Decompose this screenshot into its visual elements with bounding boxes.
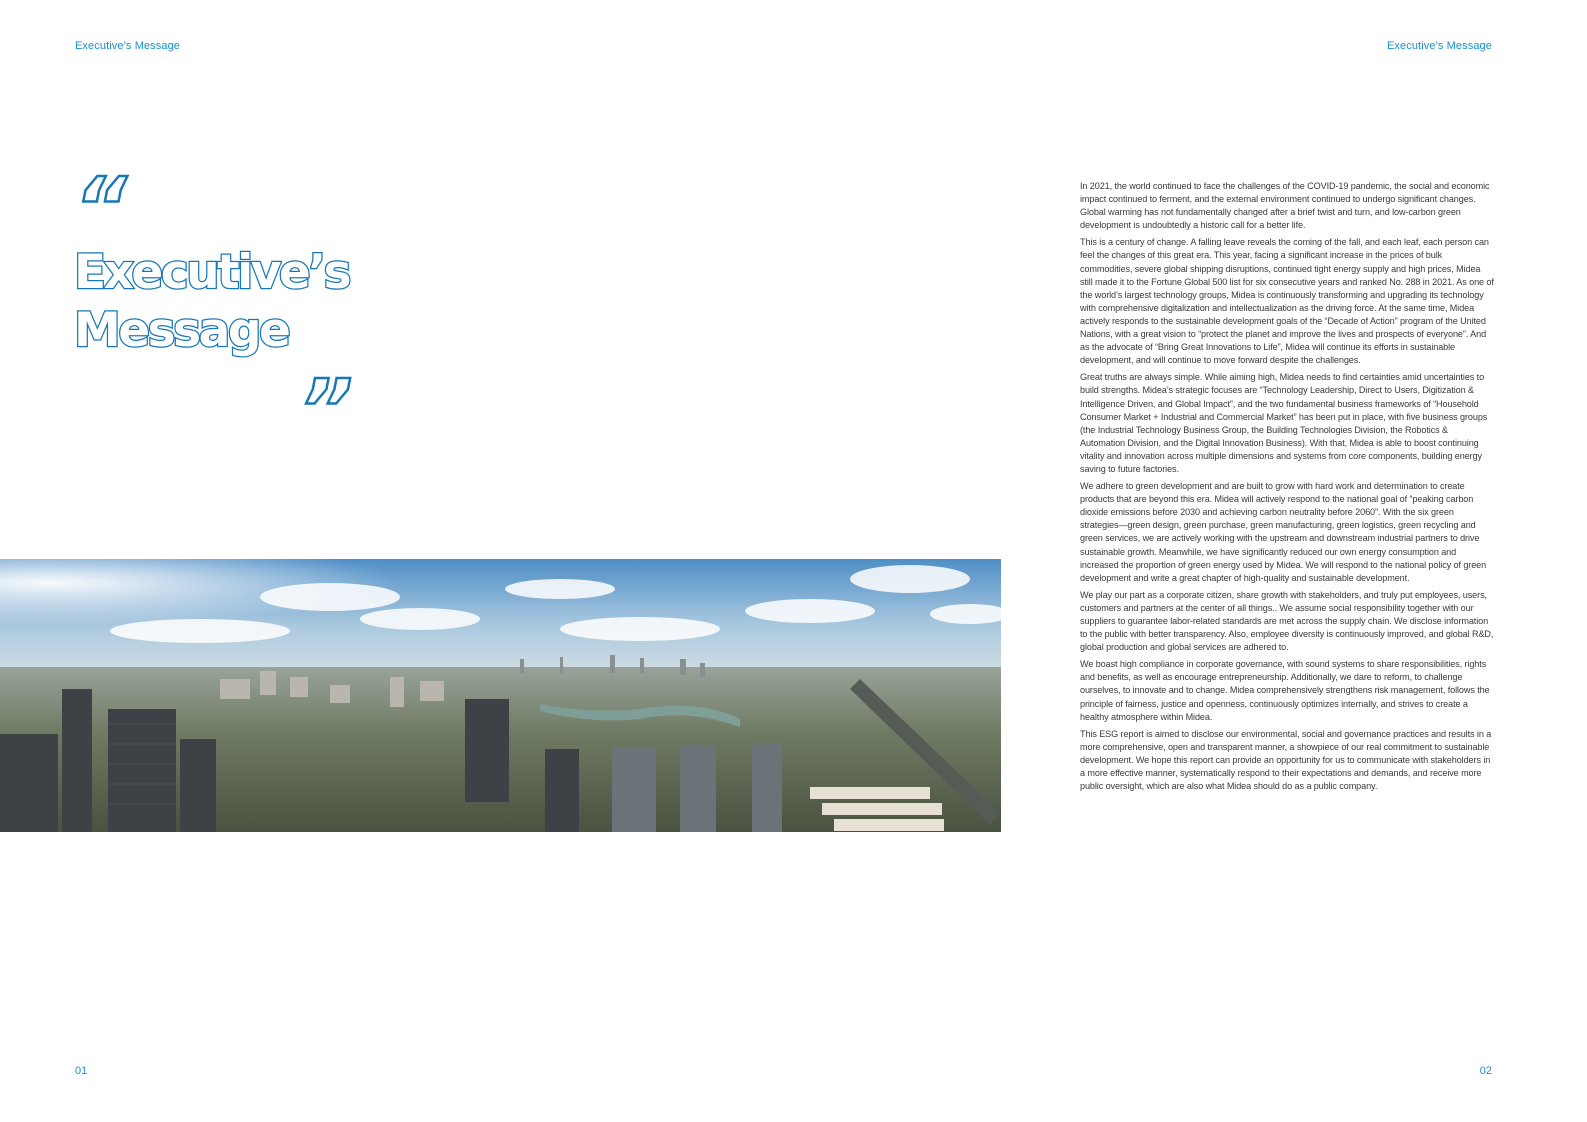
page-number-right: 02 — [1479, 1065, 1492, 1077]
running-header-left: Executive’s Message — [75, 40, 181, 52]
body-paragraph: Great truths are always simple. While aiming high, Midea needs to find certainties amid uncertainties to build strengths. Midea’s strategic focuses are “Technology Leadership, Direct to Users, Digitization & Intelligence Driven, and Global Impact”, and the two fundamental business frameworks of “Household Consumer Market + Industrial and Commercial Market” has been put in place, with five business groups (the Industrial Technology Business Group, the Building Technologies Division, the Robotics & Automation Division, and the Digital Innovation Business). With that, Midea is able to boost continuing vitality and innovation across multiple dimensions and systems from core components, building energy saving to future factories. — [1080, 372, 1488, 474]
message-body — [1080, 180, 1494, 797]
body-paragraph: We play our part as a corporate citizen, share growth with stakeholders, and truly put employees, users, customers and partners at the center of all things.. We assume social responsibility together with our suppliers to guarantee labor-related standards are met across the supply chain. We disclose information to the public with better transparency. Also, employee diversity is continuously improved, and global R&D, global production and global services are adhered to. — [1080, 589, 1494, 653]
running-header-right: Executive’s Message — [1386, 40, 1492, 52]
city-panorama-photo — [0, 559, 1001, 832]
page-title — [74, 244, 349, 360]
body-paragraph: We boast high compliance in corporate governance, with sound systems to share responsibilities, rights and benefits, as well as encourage entrepreneurship. Additionally, we dare to reform, to challenge ourselves, to innovate and to change. Midea comprehensively strengthens risk management, follows the principle of fairness, justice and openness, continuously optimizes internally, and strives to create a healthy atmosphere within Midea. — [1080, 659, 1490, 722]
body-paragraph: This ESG report is aimed to disclose our environmental, social and governance practices and results in a more comprehensive, open and transparent manner, a showpiece of our real commitment to sustainable development. We hope this report can provide an opportunity for us to communicate with stakeholders in a more effective manner, systematically respond to their expectations and demands, and receive more public oversight, which are also what Midea should do as a public company. — [1080, 728, 1492, 792]
body-paragraph: In 2021, the world continued to face the challenges of the COVID-19 pandemic, the social and economic impact continued to ferment, and the external environment continued to undergo significant changes. Global warming has not fundamentally changed after a brief twist and turn, and low-carbon green development is undoubtedly a historic call for a better life. — [1080, 181, 1490, 231]
body-paragraph: This is a century of change. A falling leave reveals the coming of the fall, and each leaf, each person can feel the changes of this great era. This year, facing a significant increase in the prices of bulk commodities, severe global shipping disruptions, continued tight energy supply and high prices, Midea still made it to the Fortune Global 500 list for six consecutive years and ranked No. 288 in 2021. As one of the world’s largest technology groups, Midea is continuously transforming and upgrading its technology with comprehensive digitalization and intellectualization as the driving force. At the same time, Midea actively responds to the sustainable development goals of the “Decade of Action” program of the United Nations, with a great vision to “protect the planet and improve the lives and prospects of everyone”. And as the advocate of “Bring Great Innovations to Life”, Midea will continue its efforts in sustainable development, and will continue to move forward despite the challenges. — [1080, 237, 1494, 366]
open-quote-mark: “ — [74, 161, 127, 256]
page-title-line-2: Message — [74, 303, 289, 358]
page-title-line-1: Executive’s — [74, 245, 350, 300]
body-paragraph: We adhere to green development and are built to grow with hard work and determination to create products that are beyond this era. Midea will actively respond to the national goal of “peaking carbon dioxide emissions before 2030 and achieving carbon neutrality before 2060”. With the six green strategies—green design, green purchase, green manufacturing, green logistics, green recycling and green services, we are actively working with the upstream and downstream industrial partners to drive sustainable growth. Meanwhile, we have significantly reduced our own energy consumption and increased the proportion of green energy used by Midea. We will respond to the national policy of green development and write a great chapter of high-quality and sustainable development. — [1080, 481, 1487, 583]
page-number-left: 01 — [75, 1065, 88, 1077]
close-quote-mark: ” — [300, 363, 353, 458]
